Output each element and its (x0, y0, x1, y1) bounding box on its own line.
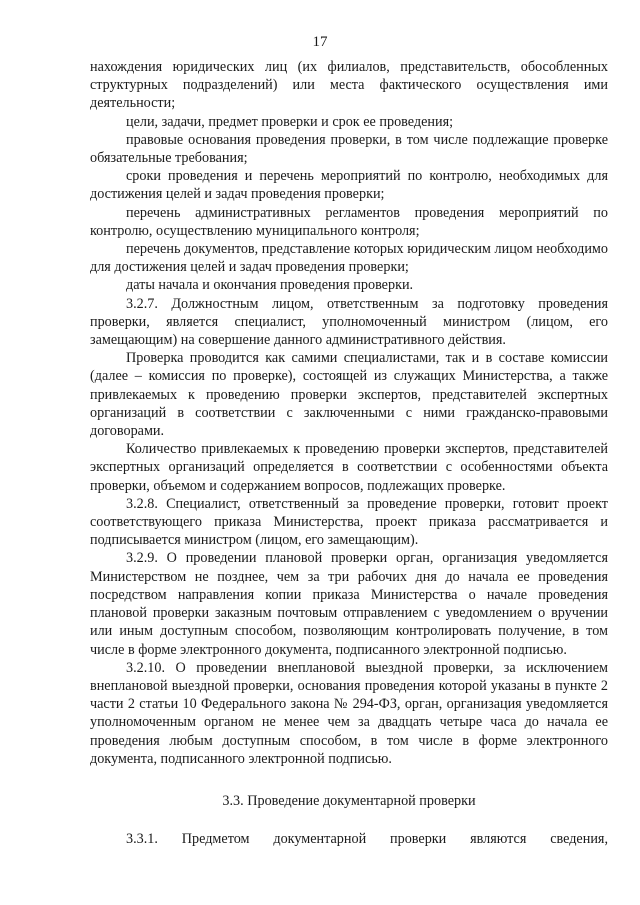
page-number: 17 (312, 34, 328, 50)
paragraph: перечень административных регламентов проведения мероприятий по контролю, осуществлению муниципального контроля; (90, 204, 608, 239)
paragraph: Проверка проводится как самими специалистами, так и в составе комиссии (далее – комиссия по проверке), состоящей из служащих Министерства, а также привлекаемых к проведению проверки экспертов, представителей экспертных организаций в соответствии с заключенными с ними гражданско-правовыми договорами. (90, 350, 608, 440)
paragraph: 3.2.8. Специалист, ответственный за проведение проверки, готовит проект соответствующего приказа Министерства, проект приказа рассматривается и подписывается министром (лицом, его замещающим). (90, 495, 608, 549)
paragraph: правовые основания проведения проверки, в том числе подлежащие проверке обязательные требования; (90, 131, 608, 167)
closing-line: 3.3.1. Предметом документарной проверки являются сведения, (126, 831, 608, 848)
section-heading: 3.3. Проведение документарной проверки (222, 792, 476, 809)
paragraph: цели, задачи, предмет проверки и срок ее проведения; (126, 113, 454, 130)
paragraph: нахождения юридических лиц (их филиалов, представительств, обособленных структурных подразделений) или места фактического осуществления ими деятельности; (90, 59, 608, 112)
paragraph: 3.2.7. Должностным лицом, ответственным за подготовку проведения проверки, является специалист, уполномоченный министром (лицом, его замещающим) на совершение данного административного действия. (90, 295, 608, 349)
paragraph: 3.2.9. О проведении плановой проверки орган, организация уведомляется Министерством не позднее, чем за три рабочих дня до начала ее проведения посредством направления копии приказа Министерства о начале проведения плановой проверки заказным почтовым отправлением с уведомлением о вручении или иным доступным способом, позволяющим контролировать получение, в том числе в форме электронного документа, подписанного электронной подписью. (90, 550, 608, 658)
paragraph: даты начала и окончания проведения проверки. (126, 277, 414, 294)
paragraph: сроки проведения и перечень мероприятий по контролю, необходимых для достижения целей и задач проведения проверки; (90, 168, 608, 203)
paragraph: перечень документов, представление которых юридическим лицом необходимо для достижения целей и задач проведения проверки; (90, 241, 608, 276)
paragraph: 3.2.10. О проведении внеплановой выездной проверки, за исключением внеплановой выездной проверки, основания проведения которой указаны в пункте 2 части 2 статьи 10 Федерального закона № 294-ФЗ, орган, организация уведомляется уполномоченным органом не менее чем за двадцать четыре часа до начала ее проведения любым доступным способом, в том числе в форме электронного документа, подписанного электронной подписью. (90, 659, 608, 767)
body-text (90, 58, 608, 848)
paragraph: Количество привлекаемых к проведению проверки экспертов, представителей экспертных организаций определяется в соответствии с особенностями объекта проверки, объемом и содержанием вопросов, подлежащих проверке. (90, 441, 608, 494)
